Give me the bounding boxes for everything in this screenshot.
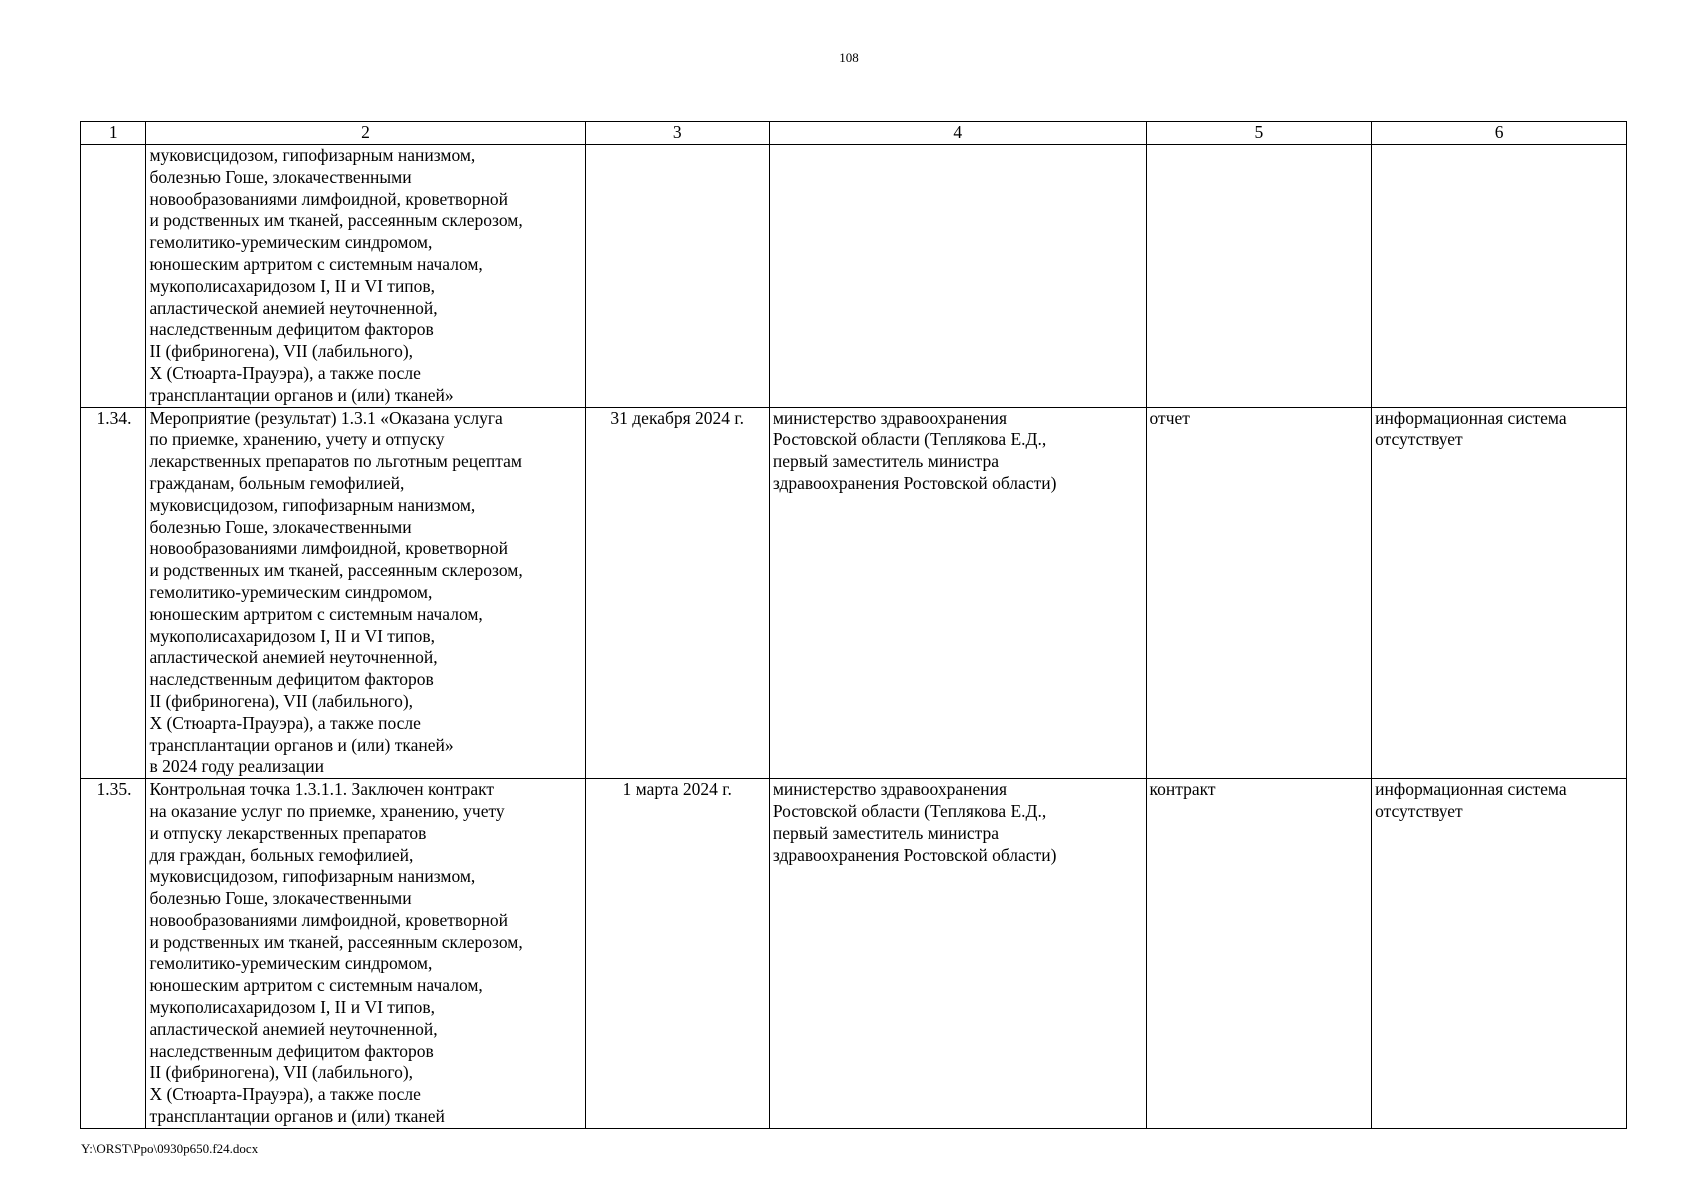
- cell-line: информационная система: [1375, 407, 1567, 428]
- cell-line: и родственных им тканей, рассеянным склерозом,: [149, 931, 523, 952]
- cell-line: наследственным дефицитом факторов: [149, 319, 434, 340]
- cell-line: отсутствует: [1375, 429, 1463, 450]
- description-cell: [146, 779, 585, 1129]
- cell-line: Мероприятие (результат) 1.3.1 «Оказана услуга: [149, 407, 503, 428]
- info-system-cell: [1372, 145, 1627, 408]
- cell-line: X (Стюарта-Прауэра), а также после: [149, 362, 421, 383]
- responsible-cell: [769, 779, 1146, 1129]
- deadline-cell: [585, 145, 769, 408]
- page-number: 108: [839, 50, 859, 65]
- cell-line: трансплантации органов и (или) тканей: [149, 1106, 445, 1127]
- header-cell: 4: [769, 122, 1146, 145]
- cell-line: наследственным дефицитом факторов: [149, 1040, 434, 1061]
- header-cell: 3: [585, 122, 769, 145]
- cell-line: муковисцидозом, гипофизарным нанизмом,: [149, 494, 476, 515]
- header-cell: 5: [1146, 122, 1372, 145]
- cell-line: юношеским артритом с системным началом,: [149, 603, 483, 624]
- plan-table: [80, 121, 1627, 1129]
- cell-line: и родственных им тканей, рассеянным склерозом,: [149, 210, 523, 231]
- cell-line: здравоохранения Ростовской области): [772, 472, 1057, 493]
- cell-line: первый заместитель министра: [772, 451, 1000, 472]
- document-type-cell: [1146, 145, 1372, 408]
- table-row: [81, 145, 1627, 408]
- cell-line: апластической анемией неуточненной,: [149, 1018, 438, 1039]
- info-system-cell: [1372, 407, 1627, 779]
- cell-line: Ростовской области (Теплякова Е.Д.,: [772, 429, 1047, 450]
- cell-line: гемолитико-уремическим синдромом,: [149, 581, 433, 602]
- cell-line: наследственным дефицитом факторов: [149, 669, 434, 690]
- cell-line: информационная система: [1375, 779, 1567, 800]
- cell-line: болезнью Гоше, злокачественными: [149, 516, 412, 537]
- cell-line: новообразованиями лимфоидной, кроветворной: [149, 538, 509, 559]
- cell-line: трансплантации органов и (или) тканей»: [149, 734, 454, 755]
- row-number-cell: [81, 145, 146, 408]
- cell-line: гражданам, больным гемофилией,: [149, 472, 405, 493]
- cell-line: мукополисахаридозом I, II и VI типов,: [149, 997, 436, 1018]
- cell-line: болезнью Гоше, злокачественными: [149, 166, 412, 187]
- cell-line: и отпуску лекарственных препаратов: [149, 822, 427, 843]
- document-type-cell: контракт: [1146, 779, 1372, 1129]
- cell-line: болезнью Гоше, злокачественными: [149, 888, 412, 909]
- cell-line: лекарственных препаратов по льготным рецептам: [149, 451, 522, 472]
- cell-line: апластической анемией неуточненной,: [149, 647, 438, 668]
- row-number-cell: 1.34.: [81, 407, 146, 779]
- cell-line: министерство здравоохранения: [772, 407, 1008, 428]
- cell-line: и родственных им тканей, рассеянным склерозом,: [149, 560, 523, 581]
- cell-line: по приемке, хранению, учету и отпуску: [149, 429, 445, 450]
- cell-line: X (Стюарта-Прауэра), а также после: [149, 1084, 421, 1105]
- info-system-cell: [1372, 779, 1627, 1129]
- cell-line: мукополисахаридозом I, II и VI типов,: [149, 625, 436, 646]
- cell-line: первый заместитель министра: [772, 822, 1000, 843]
- responsible-cell: [769, 145, 1146, 408]
- cell-line: новообразованиями лимфоидной, кроветворной: [149, 188, 509, 209]
- cell-line: Контрольная точка 1.3.1.1. Заключен контракт: [149, 779, 495, 800]
- cell-line: II (фибриногена), VII (лабильного),: [149, 690, 414, 711]
- table-row: [81, 407, 1627, 779]
- header-cell: 2: [146, 122, 585, 145]
- table-body: [81, 145, 1627, 1129]
- file-path-footer: Y:\ORST\Ppo\0930p650.f24.docx: [81, 1141, 259, 1156]
- header-cell: 6: [1372, 122, 1627, 145]
- cell-line: гемолитико-уремическим синдромом,: [149, 953, 433, 974]
- cell-line: муковисцидозом, гипофизарным нанизмом,: [149, 866, 476, 887]
- table-row: [81, 779, 1627, 1129]
- cell-line: Ростовской области (Теплякова Е.Д.,: [772, 800, 1047, 821]
- cell-line: юношеским артритом с системным началом,: [149, 975, 483, 996]
- cell-line: для граждан, больных гемофилией,: [149, 844, 414, 865]
- cell-line: юношеским артритом с системным началом,: [149, 253, 483, 274]
- cell-line: апластической анемией неуточненной,: [149, 297, 438, 318]
- cell-line: II (фибриногена), VII (лабильного),: [149, 1062, 414, 1083]
- cell-line: министерство здравоохранения: [772, 779, 1008, 800]
- description-cell: [146, 145, 585, 408]
- responsible-cell: [769, 407, 1146, 779]
- cell-line: мукополисахаридозом I, II и VI типов,: [149, 275, 436, 296]
- cell-line: муковисцидозом, гипофизарным нанизмом,: [149, 145, 476, 165]
- deadline-cell: 1 марта 2024 г.: [585, 779, 769, 1129]
- cell-line: на оказание услуг по приемке, хранению, учету: [149, 800, 505, 821]
- cell-line: отсутствует: [1375, 800, 1463, 821]
- description-cell: [146, 407, 585, 779]
- cell-line: новообразованиями лимфоидной, кроветворной: [149, 909, 509, 930]
- cell-line: трансплантации органов и (или) тканей»: [149, 384, 454, 405]
- header-row: [81, 122, 1627, 145]
- cell-line: гемолитико-уремическим синдромом,: [149, 232, 433, 253]
- cell-line: X (Стюарта-Прауэра), а также после: [149, 712, 421, 733]
- deadline-cell: 31 декабря 2024 г.: [585, 407, 769, 779]
- row-number-cell: 1.35.: [81, 779, 146, 1129]
- cell-line: II (фибриногена), VII (лабильного),: [149, 341, 414, 362]
- cell-line: здравоохранения Ростовской области): [772, 844, 1057, 865]
- document-type-cell: отчет: [1146, 407, 1372, 779]
- header-cell: 1: [81, 122, 146, 145]
- cell-line: в 2024 году реализации: [149, 756, 325, 777]
